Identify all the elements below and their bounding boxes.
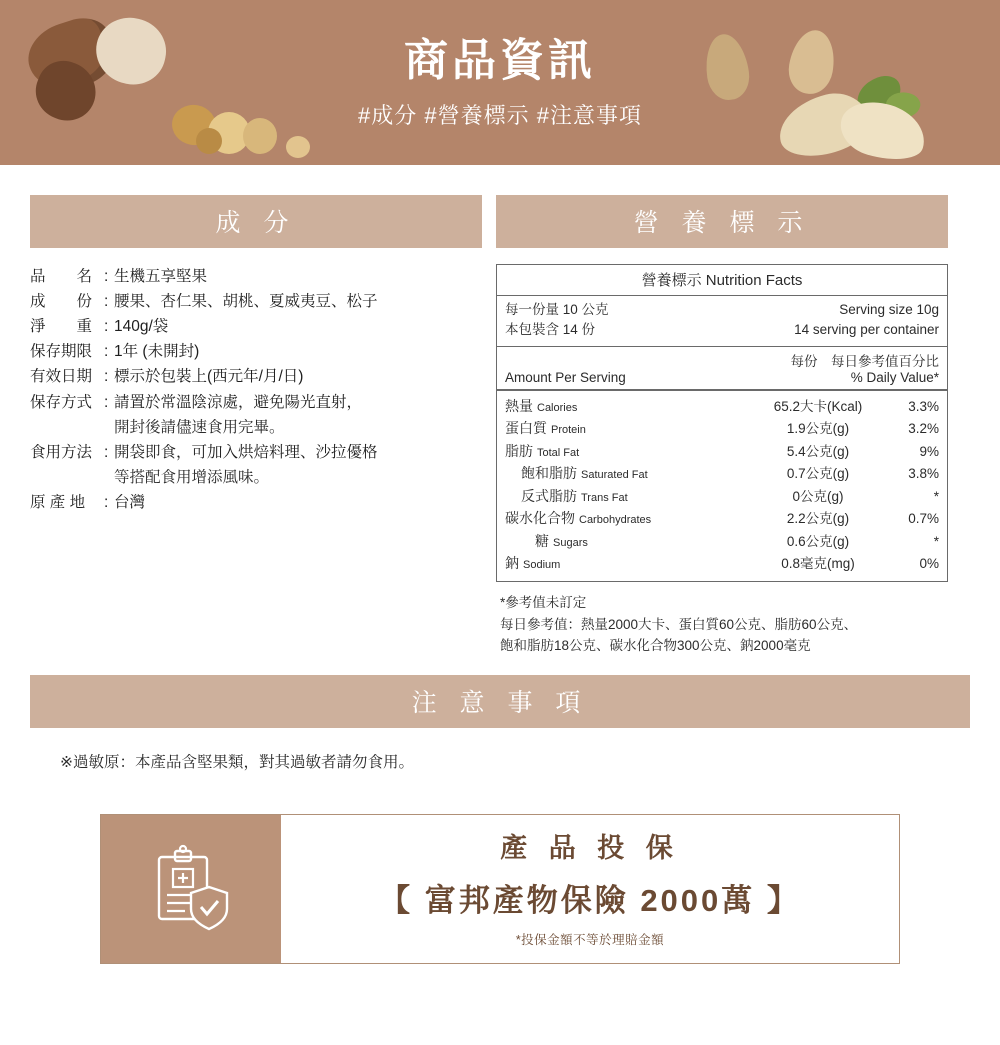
header-daily-value: % Daily Value* (850, 369, 939, 385)
serving-size-row (505, 300, 939, 320)
ingredient-row (30, 440, 482, 465)
nutrition-row (505, 485, 939, 508)
ingredient-label: 品 名 (30, 268, 93, 285)
ingredient-label: 原 產 地 (30, 493, 86, 511)
page-title: 商品資訊 (404, 35, 596, 85)
ingredient-value: 請置於常溫陰涼處，避免陽光直射， (114, 393, 363, 411)
insurance-icon-panel (101, 815, 281, 963)
nutrient-name-zh: 飽和脂肪 (521, 465, 577, 482)
nutrient-name-en: Sugars (553, 536, 588, 549)
nutrition-row (505, 462, 939, 485)
ingredient-value: 台灣 (114, 493, 146, 511)
nutrient-daily-value: * (933, 533, 939, 549)
ingredient-continuation: 等搭配食用增添風味。 (114, 468, 270, 486)
nutrient-name-en: Carbohydrates (579, 514, 652, 527)
colon: : (104, 268, 109, 285)
ingredient-label: 成 份 (30, 293, 93, 311)
nutrient-daily-value: 3.8% (908, 466, 939, 482)
ingredient-label: 保存方式 (30, 393, 93, 411)
ingredient-row (30, 339, 482, 364)
nutrient-name-en: Protein (551, 424, 586, 437)
insurance-note: *投保金額不等於理賠金額 (515, 933, 665, 948)
ingredient-value: 標示於包裝上(西元年/月/日) (114, 368, 304, 386)
nutrient-name-zh: 脂肪 (505, 442, 533, 459)
notice-block (0, 750, 1000, 772)
allergen-notice: ※過敏原：本產品含堅果類，對其過敏者請勿食用。 (60, 754, 414, 772)
ingredient-value: 1年 (未開封) (114, 343, 200, 361)
serving-size-en: Serving size 10g (839, 302, 939, 317)
ingredient-label: 淨 重 (30, 318, 93, 336)
serving-size-zh: 每一份量 10 公克 (505, 302, 609, 317)
nutrient-amount: 5.4公克(g) (786, 443, 850, 459)
section-bar-row (0, 195, 1000, 248)
nutrient-daily-value: * (933, 488, 939, 504)
servings-en: 14 serving per container (794, 322, 939, 338)
nutrition-row (505, 552, 939, 575)
nutrient-name-zh: 蛋白質 (505, 420, 547, 437)
ingredient-label: 有效日期 (30, 368, 93, 386)
nutrient-name-en: Sodium (523, 559, 561, 572)
content-columns (0, 264, 1000, 657)
nutrition-facts-title: 營養標示 Nutrition Facts (497, 265, 947, 296)
footnote-line: *參考值未訂定 (500, 594, 587, 610)
colon: : (104, 443, 109, 461)
nutrient-amount: 0.6公克(g) (786, 533, 850, 549)
clipboard-shield-icon (145, 843, 237, 935)
nutrition-row (505, 507, 939, 530)
nutrient-name-zh: 反式脂肪 (521, 487, 577, 504)
nutrition-footnotes (496, 592, 948, 658)
header-amount-per-serving: Amount Per Serving (505, 369, 626, 385)
nutrition-facts-table (496, 264, 948, 582)
nutrient-daily-value: 0% (919, 556, 939, 572)
nutrient-daily-value: 9% (919, 443, 939, 459)
ingredient-row (30, 264, 482, 289)
nutrient-daily-value: 3.2% (908, 421, 939, 437)
nutrition-column-headers (497, 347, 947, 391)
ingredients-section-bar: 成 分 (30, 195, 482, 248)
footnote-line: 每日參考值：熱量2000大卡、蛋白質60公克、脂肪60公克、 (500, 616, 858, 632)
ingredient-row (30, 490, 482, 515)
nutrient-amount: 0公克(g) (792, 488, 844, 504)
notice-section-bar: 注 意 事 項 (30, 675, 970, 728)
colon: : (104, 293, 109, 311)
nutrient-amount: 1.9公克(g) (786, 421, 850, 437)
nutrition-block (496, 264, 948, 657)
colon: : (104, 343, 109, 361)
nutrient-name-zh: 熱量 (505, 397, 533, 414)
page-header (0, 0, 1000, 165)
ingredient-value: 腰果、杏仁果、胡桃、夏威夷豆、松子 (114, 293, 378, 311)
ingredient-value: 140g/袋 (114, 318, 169, 336)
nutrient-name-en: Total Fat (537, 446, 580, 459)
nutrition-row (505, 530, 939, 553)
nutrition-row (505, 395, 939, 418)
ingredients-block (30, 264, 482, 657)
insurance-text-panel (281, 815, 899, 963)
ingredient-label: 保存期限 (30, 343, 93, 361)
ingredient-value: 開袋即食，可加入烘焙料理、沙拉優格 (114, 443, 378, 461)
ingredient-row (30, 289, 482, 314)
nutrient-name-en: Trans Fat (581, 491, 628, 504)
colon: : (104, 368, 109, 386)
insurance-subtitle: 【 富邦產物保險 2000萬 】 (379, 883, 801, 919)
nutrient-name-zh: 碳水化合物 (505, 510, 575, 527)
servings-per-container-row (505, 320, 939, 340)
ingredient-row (30, 364, 482, 389)
ingredient-row (30, 314, 482, 339)
colon: : (104, 493, 109, 511)
nutrition-row (505, 417, 939, 440)
header-zh: 每份 每日參考值百分比 (790, 353, 939, 369)
nutrient-amount: 2.2公克(g) (786, 511, 850, 527)
nutrient-name-zh: 糖 (535, 532, 549, 549)
nutrient-name-en: Saturated Fat (581, 469, 648, 482)
nutrient-amount: 65.2大卡(Kcal) (773, 398, 863, 414)
header-tags: #成分 #營養標示 #注意事項 (358, 103, 642, 129)
nutrient-daily-value: 0.7% (908, 511, 939, 527)
nutrition-rows (497, 391, 947, 581)
nutrition-section-bar: 營 養 標 示 (496, 195, 948, 248)
nutrient-name-en: Calories (537, 401, 578, 414)
ingredient-row (30, 390, 482, 415)
insurance-card-wrapper (0, 814, 1000, 964)
serving-info (497, 296, 947, 347)
insurance-card (100, 814, 900, 964)
footnote-line: 飽和脂肪18公克、碳水化合物300公克、鈉2000毫克 (500, 638, 811, 654)
nutrition-row (505, 440, 939, 463)
nutrient-amount: 0.7公克(g) (786, 466, 850, 482)
nutrient-name-zh: 鈉 (505, 555, 519, 572)
ingredient-label: 食用方法 (30, 443, 93, 461)
nutrient-daily-value: 3.3% (908, 398, 939, 414)
nutrient-amount: 0.8毫克(mg) (781, 556, 855, 572)
colon: : (104, 393, 109, 411)
insurance-title: 產 品 投 保 (500, 833, 680, 864)
ingredient-value: 生機五享堅果 (114, 268, 208, 285)
colon: : (104, 318, 109, 336)
ingredient-continuation: 開封後請儘速食用完畢。 (114, 418, 285, 436)
servings-zh: 本包裝含 14 份 (505, 322, 596, 338)
